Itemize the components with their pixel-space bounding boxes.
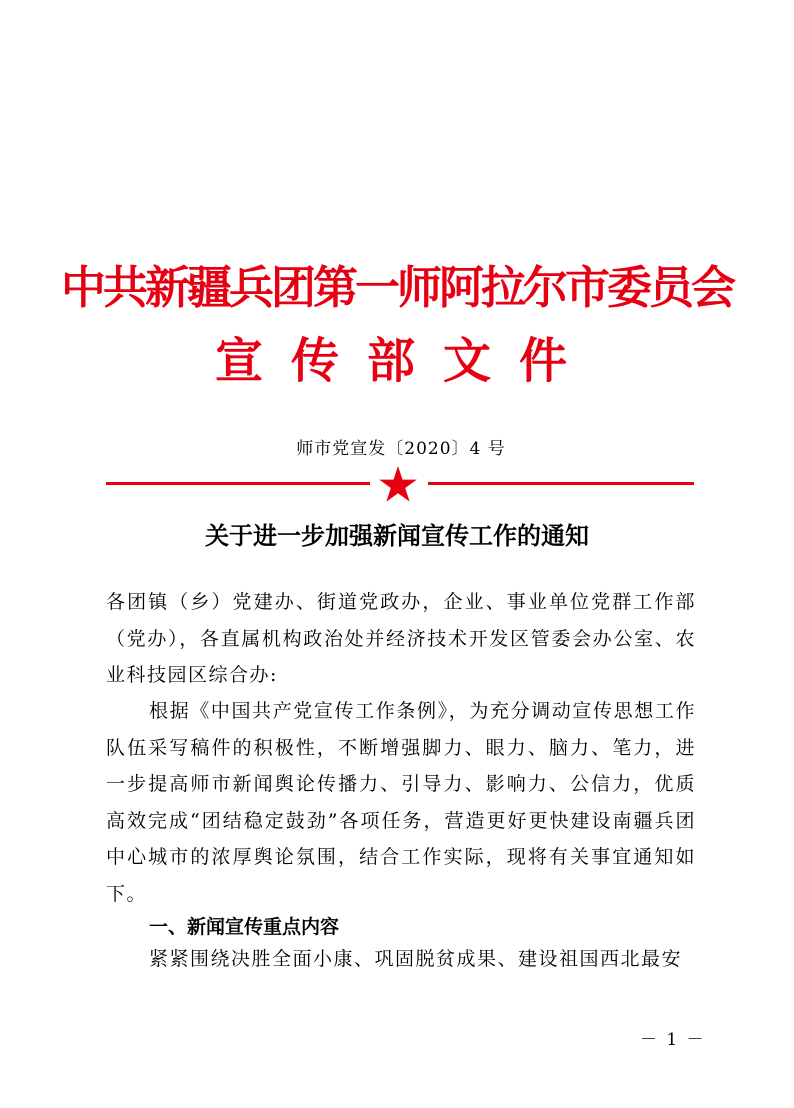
section-paragraph: 紧紧围绕决胜全面小康、巩固脱贫成果、建设祖国西北最安 [149, 948, 683, 970]
document-type-heading: 宣传部文件 [214, 333, 595, 389]
notice-title: 关于进一步加强新闻宣传工作的通知 [205, 521, 589, 550]
star-icon [379, 466, 417, 502]
addressees-paragraph: 各团镇（乡）党建办、街道党政办，企业、事业单位党群工作部（党办），各直属机构政治处并经济技术开发区管委会办公室、农业科技园区综合办: [106, 591, 696, 687]
issuing-organization: 中共新疆兵团第一师阿拉尔市委员会 [60, 261, 733, 314]
red-divider-left [106, 482, 370, 485]
document-number: 师市党宣发〔2020〕4 号 [296, 439, 506, 459]
intro-paragraph: 根据《中国共产党宣传工作条例》，为充分调动宣传思想工作队伍采写稿件的积极性，不断增强脚力、眼力、脑力、笔力，进一步提高师市新闻舆论传播力、引导力、影响力、公信力，优质高效完成“团结稳定鼓劲”各项任务，营造更好更快建设南疆兵团中心城市的浓厚舆论氛围，结合工作实际，现将有关事宜通知如下。 [106, 700, 696, 905]
red-divider-right [428, 482, 694, 485]
page-number: － 1 － [640, 1030, 706, 1050]
section-heading: 一、新闻宣传重点内容 [149, 916, 340, 938]
